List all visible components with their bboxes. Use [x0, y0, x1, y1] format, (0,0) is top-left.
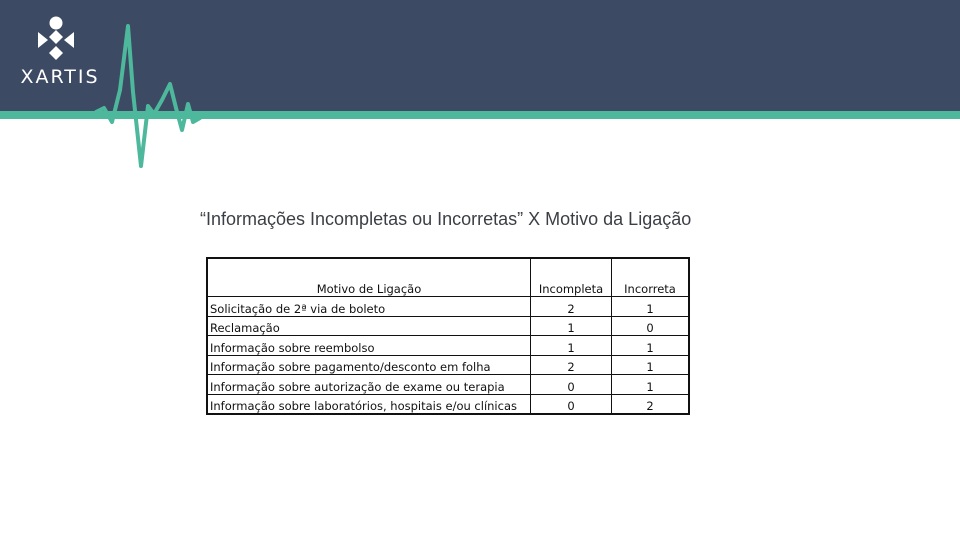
brand-name: XARTIS — [20, 66, 100, 88]
cell-incorreta: 0 — [612, 316, 690, 336]
cell-incorreta: 2 — [612, 394, 690, 414]
cell-motivo: Informação sobre pagamento/desconto em folha — [207, 355, 531, 375]
cell-motivo: Solicitação de 2ª via de boleto — [207, 297, 531, 317]
cell-incompleta: 1 — [531, 316, 612, 336]
cell-motivo: Reclamação — [207, 316, 531, 336]
motivo-table — [206, 257, 690, 415]
cell-motivo: Informação sobre reembolso — [207, 336, 531, 356]
cell-motivo: Informação sobre autorização de exame ou terapia — [207, 375, 531, 395]
table-row — [207, 316, 689, 336]
xartis-logo-icon — [34, 16, 78, 64]
cell-incorreta: 1 — [612, 297, 690, 317]
cell-incompleta: 2 — [531, 297, 612, 317]
header-incompleta: Incompleta — [531, 258, 612, 297]
cell-incompleta: 0 — [531, 375, 612, 395]
table-row — [207, 336, 689, 356]
table-header-row — [207, 258, 689, 297]
cell-incompleta: 2 — [531, 355, 612, 375]
header-motivo: Motivo de Ligação — [207, 258, 531, 297]
header-incorreta: Incorreta — [612, 258, 690, 297]
cell-incorreta: 1 — [612, 336, 690, 356]
cell-incompleta: 0 — [531, 394, 612, 414]
cell-incorreta: 1 — [612, 375, 690, 395]
table-row — [207, 297, 689, 317]
cell-motivo: Informação sobre laboratórios, hospitais e/ou clínicas — [207, 394, 531, 414]
table-row — [207, 375, 689, 395]
table-row — [207, 394, 689, 414]
table-row — [207, 355, 689, 375]
slide-title: “Informações Incompletas ou Incorretas” X Motivo da Ligação — [200, 209, 692, 229]
cell-incorreta: 1 — [612, 355, 690, 375]
cell-incompleta: 1 — [531, 336, 612, 356]
